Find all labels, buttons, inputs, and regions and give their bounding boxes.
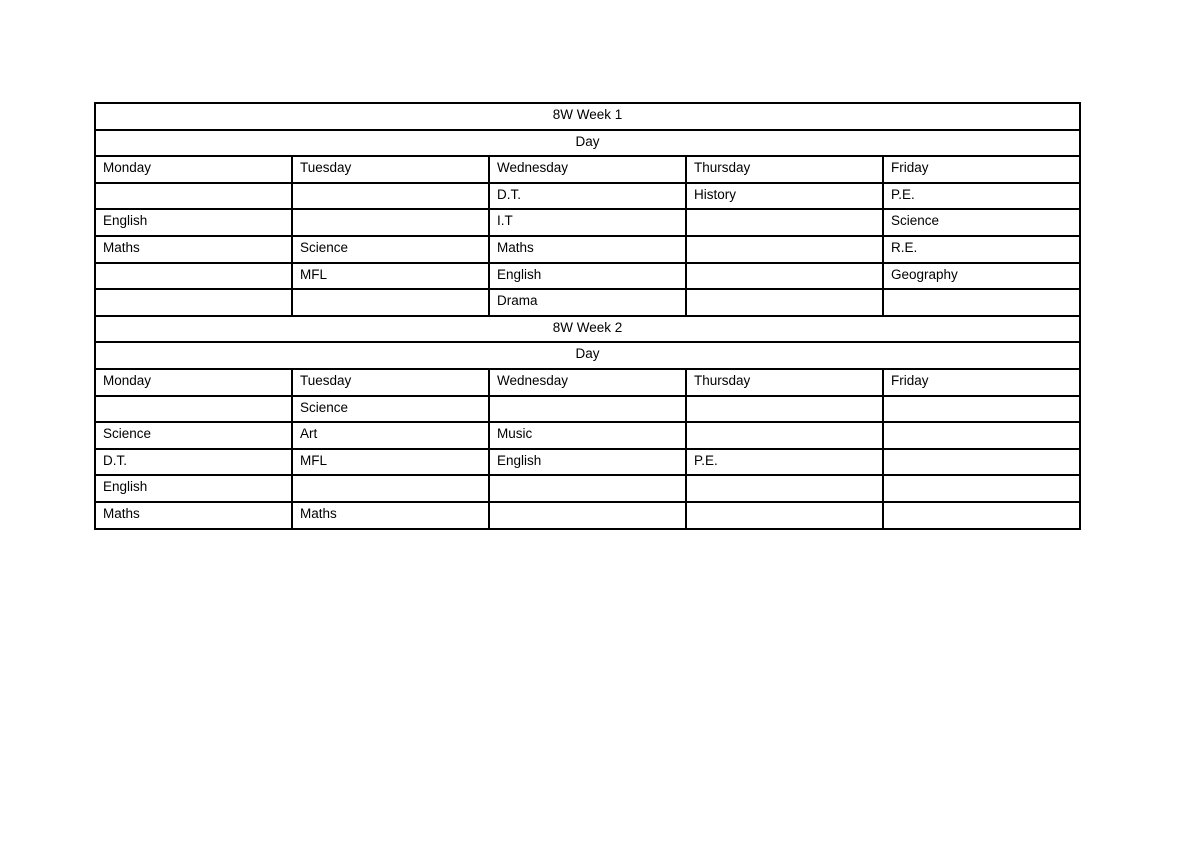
day-header-wednesday: Wednesday (489, 156, 686, 183)
lesson-row (95, 449, 1080, 476)
timetable (94, 102, 1081, 530)
lesson-cell: P.E. (883, 183, 1080, 210)
lesson-cell (686, 209, 883, 236)
lesson-cell: Music (489, 422, 686, 449)
lesson-cell: R.E. (883, 236, 1080, 263)
lesson-cell (95, 396, 292, 423)
day-label: Day (95, 130, 1080, 157)
lesson-row (95, 396, 1080, 423)
week-title: 8W Week 1 (95, 103, 1080, 130)
lesson-cell (883, 422, 1080, 449)
day-header-monday: Monday (95, 369, 292, 396)
lesson-cell (883, 475, 1080, 502)
lesson-row (95, 209, 1080, 236)
lesson-row (95, 502, 1080, 529)
days-header-row (95, 156, 1080, 183)
day-header-thursday: Thursday (686, 369, 883, 396)
lesson-cell: MFL (292, 449, 489, 476)
day-header-tuesday: Tuesday (292, 369, 489, 396)
lesson-cell: History (686, 183, 883, 210)
day-header-friday: Friday (883, 369, 1080, 396)
week-title: 8W Week 2 (95, 316, 1080, 343)
day-header-monday: Monday (95, 156, 292, 183)
lesson-cell (489, 396, 686, 423)
lesson-cell (489, 475, 686, 502)
lesson-cell: Maths (95, 502, 292, 529)
lesson-cell: Science (883, 209, 1080, 236)
week-title-row (95, 103, 1080, 130)
timetable-body (95, 103, 1080, 529)
week-title-row (95, 316, 1080, 343)
lesson-cell (95, 263, 292, 290)
lesson-cell (883, 396, 1080, 423)
day-header-wednesday: Wednesday (489, 369, 686, 396)
lesson-cell (292, 209, 489, 236)
lesson-cell: I.T (489, 209, 686, 236)
lesson-cell (686, 475, 883, 502)
lesson-cell: Science (292, 236, 489, 263)
lesson-cell: D.T. (95, 449, 292, 476)
lesson-row (95, 475, 1080, 502)
day-header-thursday: Thursday (686, 156, 883, 183)
lesson-row (95, 289, 1080, 316)
lesson-cell (883, 502, 1080, 529)
lesson-cell (883, 449, 1080, 476)
lesson-cell: Maths (292, 502, 489, 529)
lesson-row (95, 183, 1080, 210)
lesson-cell: English (95, 475, 292, 502)
day-header-friday: Friday (883, 156, 1080, 183)
day-header-tuesday: Tuesday (292, 156, 489, 183)
lesson-cell (292, 183, 489, 210)
lesson-cell (686, 289, 883, 316)
lesson-cell: D.T. (489, 183, 686, 210)
lesson-cell (686, 263, 883, 290)
lesson-cell (686, 422, 883, 449)
lesson-cell (883, 289, 1080, 316)
day-label-row (95, 130, 1080, 157)
day-label: Day (95, 342, 1080, 369)
lesson-cell (292, 289, 489, 316)
lesson-cell: MFL (292, 263, 489, 290)
lesson-cell: Geography (883, 263, 1080, 290)
days-header-row (95, 369, 1080, 396)
lesson-cell: Maths (95, 236, 292, 263)
lesson-row (95, 263, 1080, 290)
lesson-cell: P.E. (686, 449, 883, 476)
lesson-row (95, 422, 1080, 449)
lesson-cell (686, 396, 883, 423)
lesson-row (95, 236, 1080, 263)
lesson-cell (686, 236, 883, 263)
lesson-cell: English (95, 209, 292, 236)
lesson-cell (292, 475, 489, 502)
lesson-cell: English (489, 449, 686, 476)
lesson-cell (95, 183, 292, 210)
lesson-cell (95, 289, 292, 316)
lesson-cell (489, 502, 686, 529)
lesson-cell: Maths (489, 236, 686, 263)
day-label-row (95, 342, 1080, 369)
lesson-cell (686, 502, 883, 529)
lesson-cell: Science (292, 396, 489, 423)
lesson-cell: Drama (489, 289, 686, 316)
lesson-cell: Science (95, 422, 292, 449)
lesson-cell: Art (292, 422, 489, 449)
lesson-cell: English (489, 263, 686, 290)
